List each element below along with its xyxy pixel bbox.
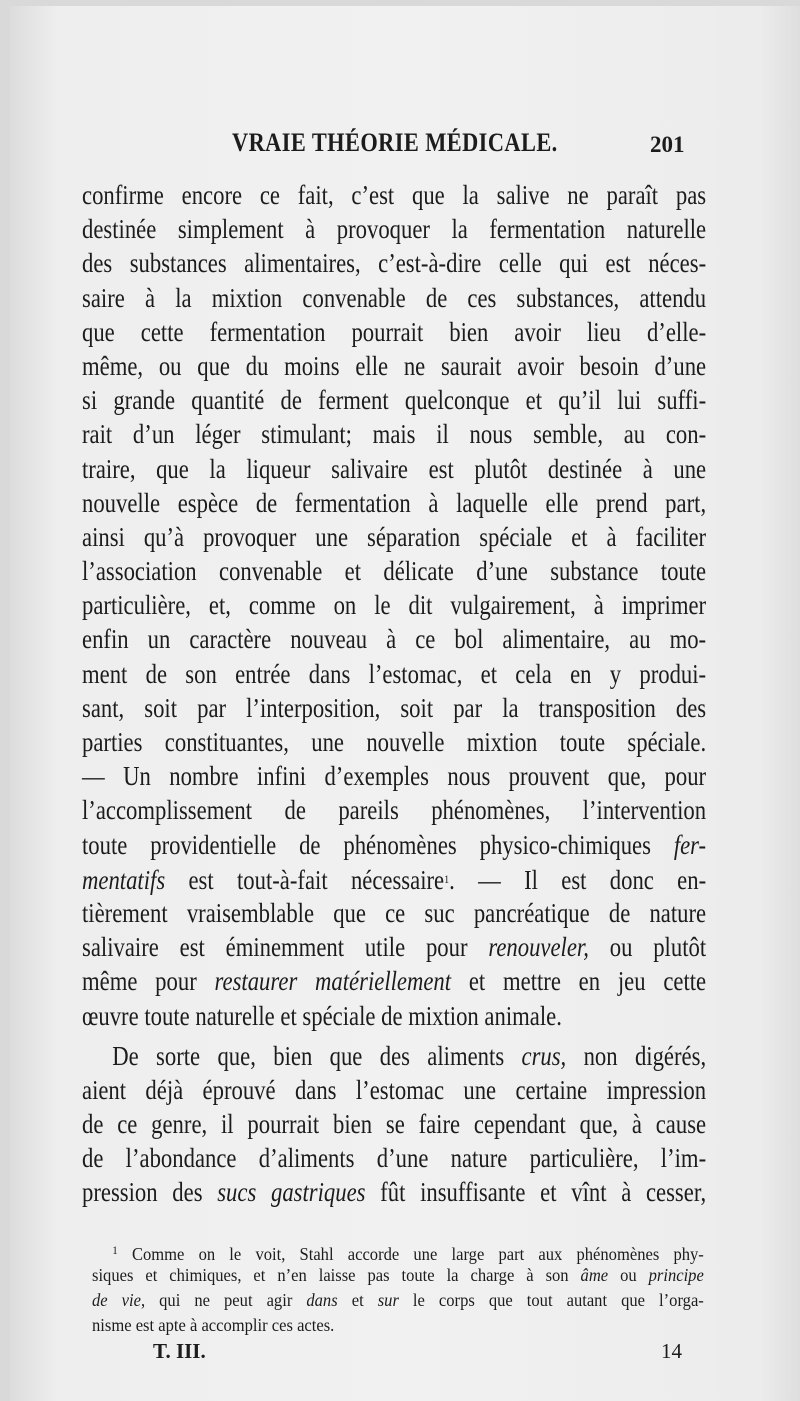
text-line: de l’abondance d’aliments d’une nature particulière, l’im- [82, 1143, 707, 1174]
text-line: de ce genre, il pourrait bien se faire cependant que, à cause [82, 1109, 707, 1140]
footnote-line: de vie, qui ne peut agir dans et sur le corps que tout autant que l’orga- [92, 1290, 704, 1310]
text-line: rait d’un léger stimulant; mais il nous semble, au con- [82, 419, 707, 450]
page-footer [10, 1339, 800, 1369]
text-line: ment de son entrée dans l’estomac, et cela en y produi- [82, 658, 707, 689]
text-line: l’accomplissement de pareils phénomènes, l’intervention [82, 795, 707, 826]
running-title: VRAIE THÉORIE MÉDICALE. [232, 128, 558, 157]
signature-volume: T. III. [153, 1339, 206, 1363]
text-line: même pour restaurer matériellement et mettre en jeu cette [82, 966, 707, 997]
text-line: ainsi qu’à provoquer une séparation spéciale et à faciliter [82, 521, 707, 552]
text-line: pression des sucs gastriques fût insuffisante et vînt à cesser, [82, 1177, 707, 1208]
footnote [92, 1238, 704, 1338]
text-line: sant, soit par l’interposition, soit par la transposition des [82, 692, 707, 723]
text-line: aient déjà éprouvé dans l’estomac une certaine impression [82, 1074, 707, 1105]
text-line: si grande quantité de ferment quelconque et qu’il lui suffi- [82, 385, 707, 416]
text-line: enfin un caractère nouveau à ce bol alimentaire, au mo- [82, 624, 707, 655]
text-line: saire à la mixtion convenable de ces substances, attendu [82, 282, 707, 313]
text-line: des substances alimentaires, c’est-à-dire celle qui est néces- [82, 248, 707, 279]
text-line: l’association convenable et délicate d’une substance toute [82, 556, 707, 587]
text-line: destinée simplement à provoquer la fermentation naturelle [82, 214, 707, 245]
text-line: que cette fermentation pourrait bien avoir lieu d’elle- [82, 316, 707, 347]
text-line: De sorte que, bien que des aliments crus, non digérés, [112, 1040, 707, 1071]
signature-number: 14 [661, 1339, 682, 1363]
book-page [10, 6, 800, 1401]
footnote-line: siques et chimiques, et n’en laisse pas toute la charge à son âme ou principe [92, 1265, 704, 1285]
text-line: toute providentielle de phénomènes physico-chimiques fer- [82, 829, 707, 860]
footnote-marker: 1 [112, 1243, 118, 1257]
text-line: parties constituantes, une nouvelle mixtion toute spéciale. [82, 727, 707, 757]
text-line: — Un nombre infini d’exemples nous prouvent que, pour [82, 761, 707, 792]
text-line: mentatifs est tout-à-fait nécessaire$^1$. — Il est donc en- [82, 864, 707, 895]
page-header [10, 128, 800, 168]
footnote-line: $^1$ Comme on le voit, Stahl accorde une large part aux phénomènes phy- [112, 1243, 704, 1264]
text-line: traire, que la liqueur salivaire est plutôt destinée à une [82, 453, 707, 484]
text-line: œuvre toute naturelle et spéciale de mixtion animale. [82, 1000, 562, 1031]
text-line: nouvelle espèce de fermentation à laquelle elle prend part, [82, 487, 707, 518]
text-line: particulière, et, comme on le dit vulgairement, à imprimer [82, 590, 707, 621]
text-line: même, ou que du moins elle ne saurait avoir besoin d’une [82, 350, 707, 381]
page-number: 201 [650, 132, 685, 157]
body-text [82, 178, 706, 1210]
footnote-line: nisme est apte à accomplir ces actes. [92, 1315, 335, 1335]
text-line: salivaire est éminemment utile pour renouveler, ou plutôt [82, 932, 707, 963]
text-line: confirme encore ce fait, c’est que la salive ne paraît pas [82, 180, 707, 210]
text-line: tièrement vraisemblable que ce suc pancréatique de nature [82, 897, 707, 928]
footnote-reference: 1 [444, 871, 450, 886]
